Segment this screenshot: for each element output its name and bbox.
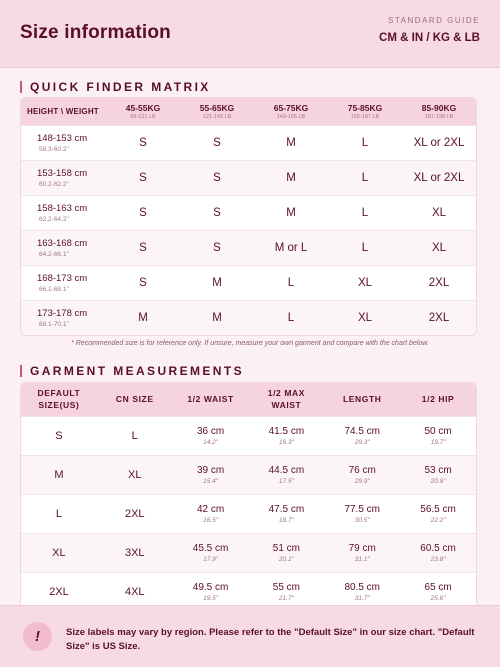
length-cell: 80.5 cm 31.7": [324, 572, 400, 611]
header-unit-badge: [379, 16, 480, 44]
alert-icon: !: [23, 622, 52, 651]
page-header: [0, 0, 500, 68]
size-cell: M: [254, 160, 328, 195]
us-size-cell: L: [21, 494, 97, 533]
size-cell: S: [106, 265, 180, 300]
size-cell: S: [106, 125, 180, 160]
matrix-row: [21, 160, 476, 195]
matrix-row: [21, 125, 476, 160]
height-cell: 153-158 cm 60.2-62.2": [21, 160, 106, 195]
length-cell: 79 cm 31.1": [324, 533, 400, 572]
us-size-cell: XL: [21, 533, 97, 572]
max-waist-cell: 47.5 cm 18.7": [248, 494, 324, 533]
cn-size-cell: L: [97, 416, 173, 455]
height-cell: 163-168 cm 64.2-66.1": [21, 230, 106, 265]
us-size-cell: S: [21, 416, 97, 455]
waist-cell: 49.5 cm 19.5": [173, 572, 249, 611]
garment-card: [20, 382, 477, 612]
max-waist-cell: 41.5 cm 16.3": [248, 416, 324, 455]
size-cell: M: [106, 300, 180, 335]
length-cell: 76 cm 29.9": [324, 455, 400, 494]
height-cell: 148-153 cm 58.3-60.2": [21, 125, 106, 160]
matrix-footnote: * Recommended size is for reference only. If unsure, measure your own garment and compare with the chart below.: [71, 340, 429, 347]
page-title: Size information: [20, 22, 171, 43]
size-cell: XL: [328, 265, 402, 300]
size-notice-footer: [0, 605, 500, 667]
height-cell: 158-163 cm 62.2-64.2": [21, 195, 106, 230]
size-cell: S: [180, 230, 254, 265]
cn-size-cell: 2XL: [97, 494, 173, 533]
garment-row: [21, 533, 476, 572]
size-cell: L: [254, 300, 328, 335]
matrix-header-row: [21, 98, 476, 125]
size-cell: S: [180, 125, 254, 160]
header-half-hip: 1/2 HIP: [400, 383, 476, 416]
garment-row: [21, 416, 476, 455]
header-half-max-waist: 1/2 MAX WAIST: [248, 383, 324, 416]
garment-section-title: GARMENT MEASUREMENTS: [20, 364, 244, 378]
waist-cell: 45.5 cm 17.9": [173, 533, 249, 572]
matrix-row: [21, 230, 476, 265]
size-cell: XL: [328, 300, 402, 335]
matrix-corner-label: HEIGHT \ WEIGHT: [21, 98, 106, 125]
size-cell: M: [254, 125, 328, 160]
header-units: CM & IN / KG & LB: [379, 32, 480, 44]
matrix-weight-header: 55-65KG 121-143 LB: [180, 98, 254, 125]
max-waist-cell: 44.5 cm 17.5": [248, 455, 324, 494]
size-cell: S: [180, 160, 254, 195]
size-cell: XL or 2XL: [402, 125, 476, 160]
size-cell: M: [254, 195, 328, 230]
us-size-cell: M: [21, 455, 97, 494]
waist-cell: 42 cm 16.5": [173, 494, 249, 533]
waist-cell: 39 cm 15.4": [173, 455, 249, 494]
matrix-weight-header: 65-75KG 143-165 LB: [254, 98, 328, 125]
length-cell: 77.5 cm 30.5": [324, 494, 400, 533]
us-size-cell: 2XL: [21, 572, 97, 611]
size-cell: L: [254, 265, 328, 300]
length-cell: 74.5 cm 29.3": [324, 416, 400, 455]
waist-cell: 36 cm 14.2": [173, 416, 249, 455]
header-half-waist: 1/2 WAIST: [173, 383, 249, 416]
size-cell: XL or 2XL: [402, 160, 476, 195]
size-cell: 2XL: [402, 265, 476, 300]
height-cell: 173-178 cm 68.1-70.1": [21, 300, 106, 335]
size-cell: S: [106, 230, 180, 265]
size-cell: S: [106, 195, 180, 230]
hip-cell: 53 cm 20.9": [400, 455, 476, 494]
matrix-weight-header: 75-85KG 165-187 LB: [328, 98, 402, 125]
cn-size-cell: XL: [97, 455, 173, 494]
garment-row: [21, 455, 476, 494]
matrix-section-title: QUICK FINDER MATRIX: [20, 80, 211, 94]
size-cell: L: [328, 230, 402, 265]
height-cell: 168-173 cm 66.1-68.1": [21, 265, 106, 300]
cn-size-cell: 4XL: [97, 572, 173, 611]
hip-cell: 60.5 cm 23.8": [400, 533, 476, 572]
size-cell: XL: [402, 230, 476, 265]
size-cell: 2XL: [402, 300, 476, 335]
matrix-weight-header: 45-55KG 99-121 LB: [106, 98, 180, 125]
matrix-row: [21, 265, 476, 300]
matrix-table: [21, 98, 476, 335]
matrix-card: [20, 97, 477, 336]
size-cell: M or L: [254, 230, 328, 265]
hip-cell: 56.5 cm 22.2": [400, 494, 476, 533]
cn-size-cell: 3XL: [97, 533, 173, 572]
size-cell: M: [180, 300, 254, 335]
header-default-size: DEFAULT SIZE(US): [21, 383, 97, 416]
garment-row: [21, 494, 476, 533]
max-waist-cell: 55 cm 21.7": [248, 572, 324, 611]
size-cell: S: [180, 195, 254, 230]
matrix-row: [21, 300, 476, 335]
size-cell: XL: [402, 195, 476, 230]
header-eyebrow: STANDARD GUIDE: [388, 16, 480, 25]
size-notice-message: Size labels may vary by region. Please refer to the "Default Size" in our size chart. "Default Size" is US Size.: [66, 627, 475, 652]
max-waist-cell: 51 cm 20.1": [248, 533, 324, 572]
garment-table: [21, 383, 476, 611]
size-cell: S: [106, 160, 180, 195]
size-cell: L: [328, 195, 402, 230]
header-cn-size: CN SIZE: [97, 383, 173, 416]
matrix-weight-header: 85-90KG 187-198 LB: [402, 98, 476, 125]
hip-cell: 65 cm 25.6": [400, 572, 476, 611]
size-cell: M: [180, 265, 254, 300]
hip-cell: 50 cm 19.7": [400, 416, 476, 455]
size-cell: L: [328, 125, 402, 160]
header-length: LENGTH: [324, 383, 400, 416]
garment-header-row: [21, 383, 476, 416]
size-cell: L: [328, 160, 402, 195]
matrix-row: [21, 195, 476, 230]
